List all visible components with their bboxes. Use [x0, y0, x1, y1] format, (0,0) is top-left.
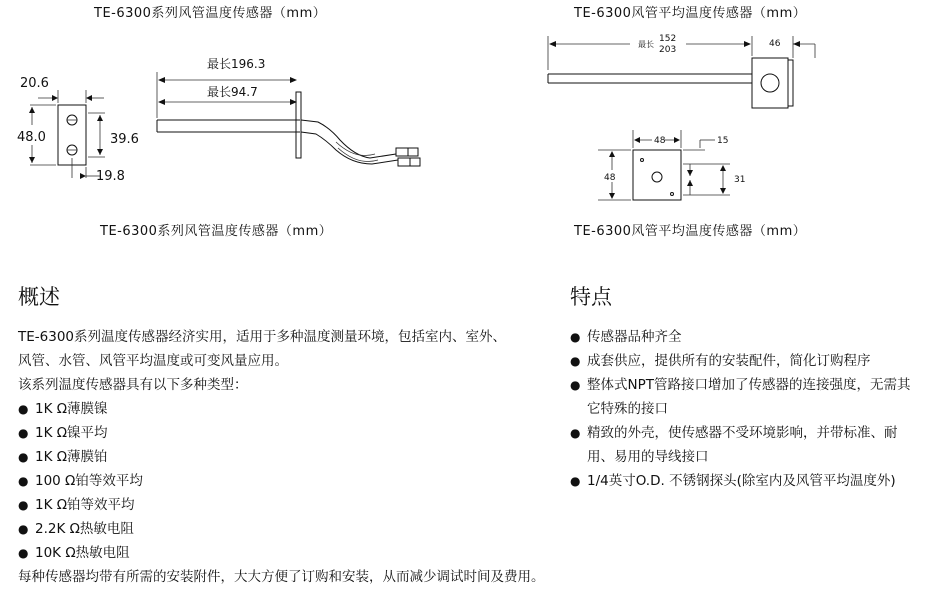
dim-39-6: 39.6 — [110, 132, 139, 147]
figure-title-averaging-sensor-top: TE-6300风管平均温度传感器（mm） — [574, 6, 807, 21]
list-item: ● 2.2K Ω热敏电阻 — [18, 517, 558, 541]
duct-sensor-drawing — [0, 50, 440, 230]
figure-title-duct-sensor-bottom: TE-6300系列风管温度传感器（mm） — [100, 224, 333, 239]
dim-152: 152 — [659, 34, 677, 44]
overview-section — [18, 325, 558, 589]
overview-intro-line-1: TE-6300系列温度传感器经济实用，适用于多种温度测量环境，包括室内、室外、 — [18, 329, 507, 345]
dim-48-width: 48 — [654, 136, 666, 146]
feature-list — [570, 325, 920, 493]
dim-15: 15 — [717, 136, 729, 146]
features-section — [570, 325, 920, 493]
dim-31: 31 — [734, 175, 746, 185]
list-item: ● 100 Ω铂等效平均 — [18, 469, 558, 493]
list-item: ● 1K Ω镍平均 — [18, 421, 558, 445]
dim-20-6: 20.6 — [20, 76, 49, 91]
dim-max-196-3: 最长196.3 — [207, 57, 266, 71]
list-item: ● 整体式NPT管路接口增加了传感器的连接强度，无需其它特殊的接口 — [570, 373, 920, 421]
figure-title-averaging-sensor-bottom: TE-6300风管平均温度传感器（mm） — [574, 224, 807, 239]
dim-48-0: 48.0 — [17, 130, 46, 145]
features-title: 特点 — [570, 285, 612, 309]
dim-48-height: 48 — [604, 173, 616, 183]
list-item: ● 1K Ω铂等效平均 — [18, 493, 558, 517]
list-item: ● 1K Ω薄膜铂 — [18, 445, 558, 469]
list-item: ● 1K Ω薄膜镍 — [18, 397, 558, 421]
averaging-sensor-drawing — [540, 30, 860, 230]
list-item: ● 传感器品种齐全 — [570, 325, 920, 349]
dim-19-8: 19.8 — [96, 169, 125, 184]
dim-203: 203 — [659, 45, 677, 55]
overview-intro-line-2: 风管、水管、风管平均温度或可变风量应用。 — [18, 353, 288, 369]
list-item: ● 1/4英寸O.D. 不锈钢探头(除室内及风管平均温度外) — [570, 469, 920, 493]
list-item: ● 成套供应，提供所有的安装配件，简化订购程序 — [570, 349, 920, 373]
list-item: ● 10K Ω热敏电阻 — [18, 541, 558, 565]
overview-title: 概述 — [18, 285, 60, 309]
overview-intro-line-3: 该系列温度传感器具有以下多种类型： — [18, 377, 248, 393]
sensor-type-list — [18, 397, 558, 565]
dim-max-label: 最长 — [638, 40, 654, 49]
dim-max-94-7: 最长94.7 — [207, 85, 258, 99]
list-item: ● 精致的外壳，使传感器不受环境影响，并带标准、耐用、易用的导线接口 — [570, 421, 920, 469]
overview-outro: 每种传感器均带有所需的安装附件，大大方便了订购和安装，从而减少调试时间及费用。 — [18, 569, 545, 585]
figure-title-duct-sensor-top: TE-6300系列风管温度传感器（mm） — [94, 6, 327, 21]
dim-46: 46 — [769, 39, 781, 49]
